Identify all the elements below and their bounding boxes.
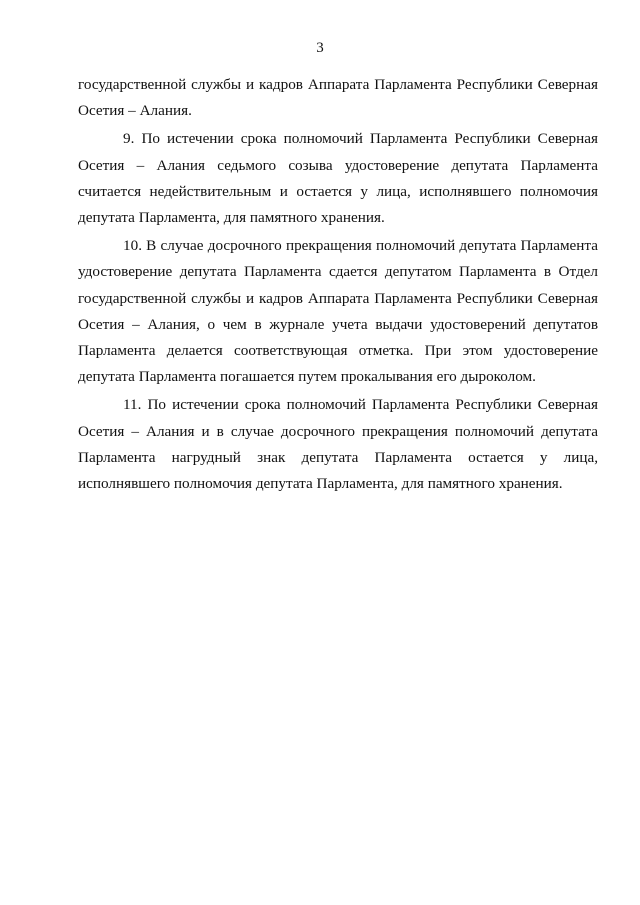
- page-number: 3: [316, 40, 324, 56]
- paragraph-9: 9. По истечении срока полномочий Парламента Республики Северная Осетия – Алания седьмого созыва удостоверение депутата Парламента считается недействительным и остается у лица, исполнявшего полномочия депутата Парламента, для памятного хранения.: [78, 130, 598, 227]
- paragraph-10: 10. В случае досрочного прекращения полномочий депутата Парламента удостоверение депутата Парламента сдается депутатом Парламента в Отдел государственной службы и кадров Аппарата Парламента Республики Северная Осетия – Алания, о чем в журнале учета выдачи удостоверений депутатов Парламента делается соответствующая отметка. При этом удостоверение депутата Парламента погашается путем прокалывания его дыроколом.: [78, 237, 598, 386]
- document-body: [78, 72, 598, 499]
- paragraph-continuation: государственной службы и кадров Аппарата Парламента Республики Северная Осетия – Алания.: [78, 76, 598, 120]
- paragraph-11: 11. По истечении срока полномочий Парламента Республики Северная Осетия – Алания и в случае досрочного прекращения полномочий депутата Парламента нагрудный знак депутата Парламента остается у лица, исполнявшего полномочия депутата Парламента, для памятного хранения.: [78, 396, 598, 493]
